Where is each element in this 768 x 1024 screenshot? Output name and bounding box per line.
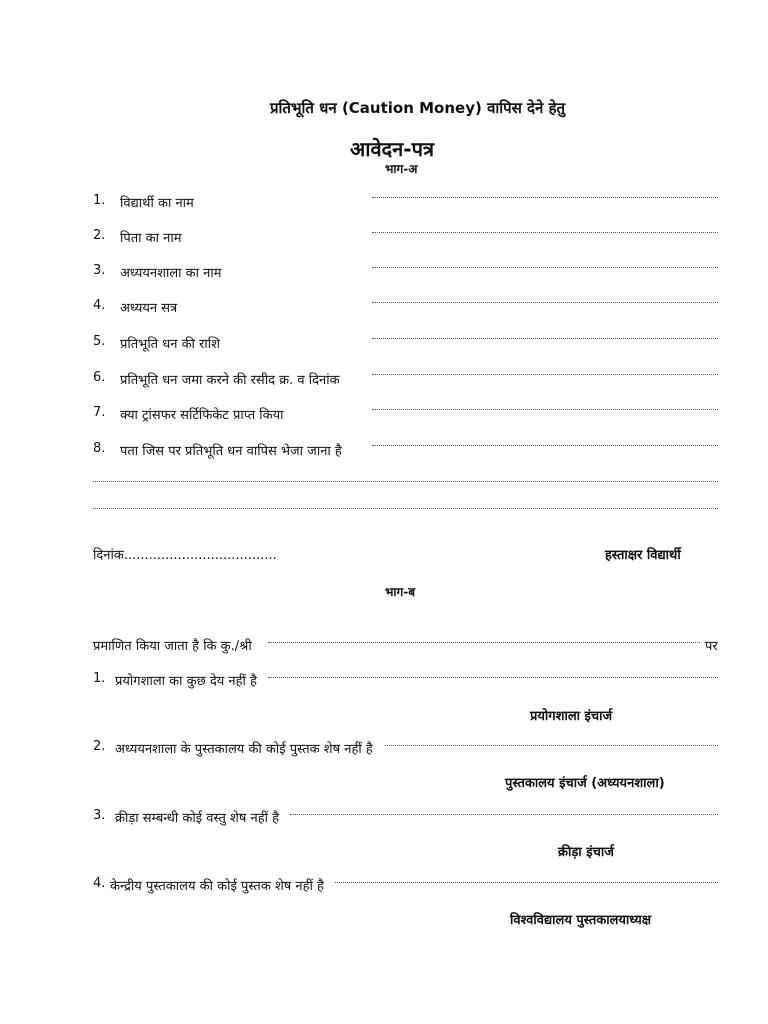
- item-number: 4.: [93, 298, 106, 313]
- item-label: अध्ययनशाला के पुस्तकालय की कोई पुस्तक शेष नहीं है: [115, 742, 373, 757]
- item-number: 8.: [93, 441, 106, 456]
- item-number: 1.: [93, 671, 106, 686]
- department-name-field[interactable]: [372, 267, 718, 268]
- lab-dues-line[interactable]: [268, 677, 718, 678]
- student-signature-label: हस्ताक्षर विद्यार्थी: [605, 548, 681, 563]
- address-field-line-3[interactable]: [93, 508, 718, 509]
- central-library-line[interactable]: [335, 882, 718, 883]
- date-field[interactable]: दिनांक.....................................: [93, 548, 277, 563]
- item-number: 1.: [93, 193, 106, 208]
- item-label: अध्ययनशाला का नाम: [120, 266, 222, 281]
- sports-line[interactable]: [290, 814, 718, 815]
- form-title: प्रतिभूति धन (Caution Money) वापिस देने हेतु: [270, 99, 566, 117]
- item-number: 3.: [93, 263, 106, 278]
- certify-suffix: पर: [705, 639, 718, 654]
- item-label: क्या ट्रांसफर सर्टिफिकेट प्राप्त किया: [120, 408, 284, 423]
- address-field-line-2[interactable]: [93, 481, 718, 482]
- item-number: 7.: [93, 405, 106, 420]
- item-number: 6.: [93, 370, 106, 385]
- amount-field[interactable]: [372, 338, 718, 339]
- item-number: 5.: [93, 334, 106, 349]
- item-label: पता जिस पर प्रतिभूति धन वापिस भेजा जाना है: [120, 444, 342, 459]
- item-number: 3.: [93, 808, 106, 823]
- item-label: अध्ययन सत्र: [120, 301, 178, 316]
- university-librarian-signature: विश्वविद्यालय पुस्तकालयाध्यक्ष: [510, 913, 652, 928]
- item-label: केन्द्रीय पुस्तकालय की कोई पुस्तक शेष नहीं है: [110, 879, 324, 894]
- father-name-field[interactable]: [372, 232, 718, 233]
- lab-incharge-signature: प्रयोगशाला इंचार्ज: [530, 709, 613, 724]
- item-label: प्रतिभूति धन जमा करने की रसीद क्र. व दिनांक: [120, 373, 340, 388]
- dept-library-incharge-signature: पुस्तकालय इंचार्ज (अध्ययनशाला): [505, 776, 665, 791]
- item-label: विद्यार्थी का नाम: [120, 196, 194, 211]
- item-number: 2.: [93, 739, 106, 754]
- part-a-heading: भाग-अ: [385, 162, 418, 176]
- item-label: प्रतिभूति धन की राशि: [120, 337, 220, 352]
- item-number: 4.: [93, 876, 106, 891]
- item-label: क्रीड़ा सम्बन्धी कोई वस्तु शेष नहीं है: [115, 811, 280, 826]
- sports-incharge-signature: क्रीड़ा इंचार्ज: [558, 845, 614, 860]
- item-number: 2.: [93, 228, 106, 243]
- item-label: पिता का नाम: [120, 231, 182, 246]
- certify-name-field[interactable]: [268, 642, 700, 643]
- certify-prefix: प्रमाणित किया जाता है कि कु./श्री: [93, 639, 252, 654]
- form-heading: आवेदन-पत्र: [350, 137, 434, 161]
- transfer-certificate-field[interactable]: [372, 409, 718, 410]
- dept-library-line[interactable]: [385, 745, 718, 746]
- receipt-field[interactable]: [372, 374, 718, 375]
- item-label: प्रयोगशाला का कुछ देय नहीं है: [115, 674, 257, 689]
- student-name-field[interactable]: [372, 197, 718, 198]
- address-field[interactable]: [372, 445, 718, 446]
- session-field[interactable]: [372, 302, 718, 303]
- part-b-heading: भाग-ब: [385, 585, 416, 599]
